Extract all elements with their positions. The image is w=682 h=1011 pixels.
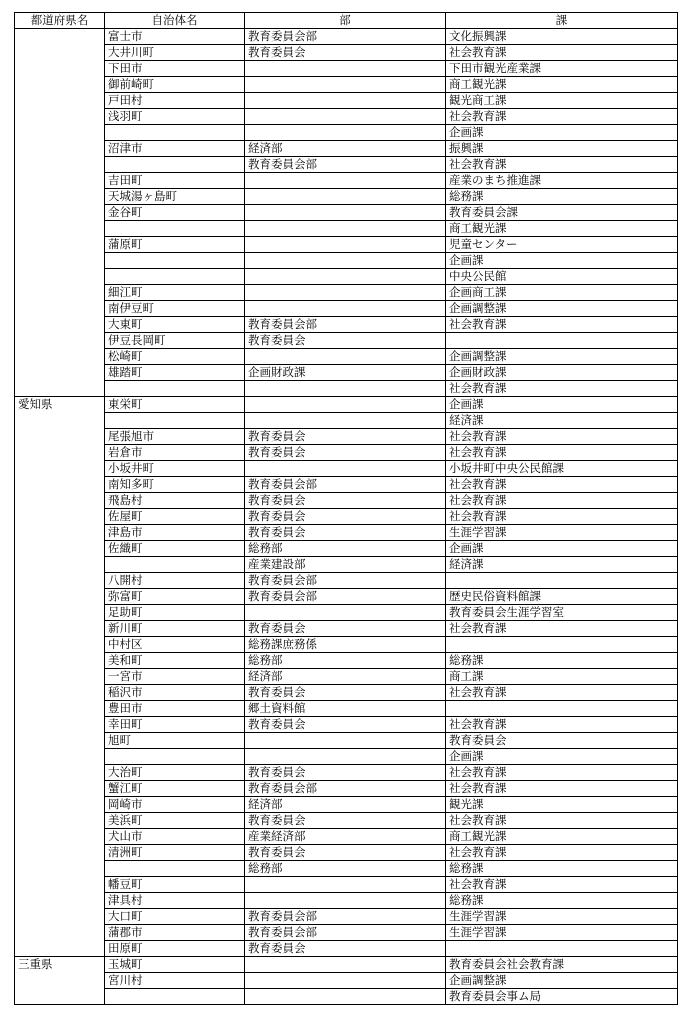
- section-cell: 社会教育課: [446, 781, 678, 797]
- section-cell: 総務課: [446, 893, 678, 909]
- section-cell: 中央公民館: [446, 269, 678, 285]
- department-cell: [245, 461, 446, 477]
- table-row: [15, 429, 678, 445]
- municipality-cell: 金谷町: [105, 205, 245, 221]
- table-row: [15, 237, 678, 253]
- municipality-cell: 伊豆長岡町: [105, 333, 245, 349]
- municipality-cell: 飛島村: [105, 493, 245, 509]
- table-row: [15, 829, 678, 845]
- table-row: [15, 605, 678, 621]
- department-cell: 教育委員会: [245, 45, 446, 61]
- section-cell: 総務課: [446, 861, 678, 877]
- municipality-cell: 玉城町: [105, 957, 245, 973]
- section-cell: 企画課: [446, 125, 678, 141]
- table-row: [15, 765, 678, 781]
- department-cell: [245, 877, 446, 893]
- section-cell: 企画課: [446, 749, 678, 765]
- table-row: [15, 861, 678, 877]
- section-cell: 教育委員会事ム局: [446, 989, 678, 1005]
- header-section: 課: [446, 13, 678, 29]
- section-cell: 教育委員会: [446, 733, 678, 749]
- department-cell: [245, 173, 446, 189]
- municipality-cell: [105, 749, 245, 765]
- table-row: [15, 461, 678, 477]
- department-cell: 企画財政課: [245, 365, 446, 381]
- department-cell: [245, 413, 446, 429]
- section-cell: 社会教育課: [446, 509, 678, 525]
- table-row: [15, 797, 678, 813]
- section-cell: 企画調整課: [446, 973, 678, 989]
- section-cell: 生涯学習課: [446, 925, 678, 941]
- section-cell: 経済課: [446, 413, 678, 429]
- section-cell: 企画課: [446, 253, 678, 269]
- header-prefecture: 都道府県名: [15, 13, 105, 29]
- table-row: [15, 189, 678, 205]
- table-row: [15, 125, 678, 141]
- municipality-cell: 尾張旭市: [105, 429, 245, 445]
- department-cell: [245, 125, 446, 141]
- table-row: [15, 589, 678, 605]
- municipality-cell: [105, 557, 245, 573]
- table-row: [15, 573, 678, 589]
- department-cell: [245, 301, 446, 317]
- department-cell: 教育委員会: [245, 845, 446, 861]
- department-cell: [245, 205, 446, 221]
- table-row: [15, 317, 678, 333]
- section-cell: 社会教育課: [446, 109, 678, 125]
- header-municipality: 自治体名: [105, 13, 245, 29]
- municipality-cell: [105, 221, 245, 237]
- section-cell: 社会教育課: [446, 381, 678, 397]
- table-row: [15, 653, 678, 669]
- section-cell: 経済課: [446, 557, 678, 573]
- municipality-cell: 旭町: [105, 733, 245, 749]
- section-cell: 企画財政課: [446, 365, 678, 381]
- department-cell: [245, 77, 446, 93]
- department-cell: 教育委員会部: [245, 317, 446, 333]
- section-cell: 社会教育課: [446, 157, 678, 173]
- municipality-cell: 岡崎市: [105, 797, 245, 813]
- department-cell: [245, 381, 446, 397]
- department-cell: [245, 989, 446, 1005]
- section-cell: [446, 941, 678, 957]
- section-cell: 産業のまち推進課: [446, 173, 678, 189]
- section-cell: 観光商工課: [446, 93, 678, 109]
- municipality-cell: 雄踏町: [105, 365, 245, 381]
- municipality-cell: 佐織町: [105, 541, 245, 557]
- municipality-cell: 新川町: [105, 621, 245, 637]
- municipality-cell: 大東町: [105, 317, 245, 333]
- department-cell: [245, 893, 446, 909]
- table-row: [15, 701, 678, 717]
- department-cell: [245, 605, 446, 621]
- municipality-cell: [105, 269, 245, 285]
- table-row: [15, 557, 678, 573]
- table-row: [15, 957, 678, 973]
- section-cell: 社会教育課: [446, 877, 678, 893]
- section-cell: 社会教育課: [446, 45, 678, 61]
- department-cell: [245, 957, 446, 973]
- table-row: [15, 61, 678, 77]
- municipality-cell: [105, 157, 245, 173]
- department-cell: 経済部: [245, 669, 446, 685]
- table-row: [15, 509, 678, 525]
- department-cell: 教育委員会部: [245, 573, 446, 589]
- municipality-cell: 豊田市: [105, 701, 245, 717]
- table-row: [15, 781, 678, 797]
- section-cell: 児童センター: [446, 237, 678, 253]
- department-cell: 教育委員会: [245, 717, 446, 733]
- municipality-department-table: [14, 12, 678, 1005]
- department-cell: 教育委員会部: [245, 477, 446, 493]
- municipality-cell: 大井川町: [105, 45, 245, 61]
- municipality-cell: 蒲原町: [105, 237, 245, 253]
- table-row: [15, 973, 678, 989]
- section-cell: 歴史民俗資料館課: [446, 589, 678, 605]
- prefecture-cell: [15, 29, 105, 397]
- section-cell: 観光課: [446, 797, 678, 813]
- section-cell: 社会教育課: [446, 621, 678, 637]
- section-cell: 教育委員会課: [446, 205, 678, 221]
- table-row: [15, 877, 678, 893]
- municipality-cell: 吉田町: [105, 173, 245, 189]
- table-row: [15, 157, 678, 173]
- table-row: [15, 77, 678, 93]
- department-cell: 産業建設部: [245, 557, 446, 573]
- municipality-cell: 一宮市: [105, 669, 245, 685]
- department-cell: [245, 237, 446, 253]
- table-row: [15, 173, 678, 189]
- section-cell: 社会教育課: [446, 493, 678, 509]
- table-row: [15, 445, 678, 461]
- department-cell: [245, 61, 446, 77]
- section-cell: 総務課: [446, 189, 678, 205]
- department-cell: [245, 109, 446, 125]
- department-cell: 経済部: [245, 141, 446, 157]
- table-row: [15, 845, 678, 861]
- section-cell: 商工観光課: [446, 77, 678, 93]
- municipality-cell: [105, 861, 245, 877]
- section-cell: 商工観光課: [446, 829, 678, 845]
- municipality-cell: [105, 253, 245, 269]
- department-cell: [245, 349, 446, 365]
- table-row: [15, 109, 678, 125]
- table-row: [15, 413, 678, 429]
- section-cell: 社会教育課: [446, 765, 678, 781]
- department-cell: 総務部: [245, 861, 446, 877]
- municipality-cell: 御前崎町: [105, 77, 245, 93]
- municipality-cell: 美和町: [105, 653, 245, 669]
- table-row: [15, 333, 678, 349]
- table-row: [15, 269, 678, 285]
- prefecture-cell: 愛知県: [15, 397, 105, 957]
- table-row: [15, 381, 678, 397]
- department-cell: [245, 253, 446, 269]
- department-cell: 教育委員会: [245, 941, 446, 957]
- municipality-cell: 沼津市: [105, 141, 245, 157]
- municipality-cell: [105, 125, 245, 141]
- department-cell: 教育委員会部: [245, 781, 446, 797]
- municipality-cell: 蒲郡市: [105, 925, 245, 941]
- section-cell: 社会教育課: [446, 317, 678, 333]
- section-cell: [446, 637, 678, 653]
- department-cell: 教育委員会: [245, 685, 446, 701]
- section-cell: 教育委員会社会教育課: [446, 957, 678, 973]
- section-cell: 社会教育課: [446, 477, 678, 493]
- municipality-cell: 幡豆町: [105, 877, 245, 893]
- header-department: 部: [245, 13, 446, 29]
- table-row: [15, 749, 678, 765]
- department-cell: [245, 749, 446, 765]
- municipality-cell: 田原町: [105, 941, 245, 957]
- municipality-cell: 東栄町: [105, 397, 245, 413]
- department-cell: 教育委員会: [245, 493, 446, 509]
- municipality-cell: [105, 989, 245, 1005]
- section-cell: 生涯学習課: [446, 525, 678, 541]
- table-row: [15, 93, 678, 109]
- table-row: [15, 909, 678, 925]
- table-row: [15, 733, 678, 749]
- table-row: [15, 541, 678, 557]
- table-row: [15, 365, 678, 381]
- table-row: [15, 301, 678, 317]
- table-row: [15, 221, 678, 237]
- prefecture-cell: 三重県: [15, 957, 105, 1005]
- municipality-cell: 細江町: [105, 285, 245, 301]
- section-cell: 商工観光課: [446, 221, 678, 237]
- section-cell: 企画商工課: [446, 285, 678, 301]
- table-row: [15, 637, 678, 653]
- table-row: [15, 141, 678, 157]
- table-row: [15, 253, 678, 269]
- department-cell: [245, 733, 446, 749]
- section-cell: 企画調整課: [446, 301, 678, 317]
- municipality-cell: 富士市: [105, 29, 245, 45]
- municipality-cell: 犬山市: [105, 829, 245, 845]
- department-cell: 経済部: [245, 797, 446, 813]
- municipality-cell: 足助町: [105, 605, 245, 621]
- department-cell: [245, 269, 446, 285]
- department-cell: 教育委員会部: [245, 157, 446, 173]
- department-cell: 教育委員会: [245, 445, 446, 461]
- section-cell: [446, 701, 678, 717]
- municipality-cell: [105, 413, 245, 429]
- department-cell: 教育委員会: [245, 429, 446, 445]
- table-row: [15, 717, 678, 733]
- municipality-cell: 津島市: [105, 525, 245, 541]
- table-row: [15, 205, 678, 221]
- section-cell: 企画課: [446, 541, 678, 557]
- municipality-cell: 小坂井町: [105, 461, 245, 477]
- department-cell: 教育委員会: [245, 621, 446, 637]
- department-cell: 教育委員会部: [245, 29, 446, 45]
- section-cell: [446, 573, 678, 589]
- department-cell: 教育委員会: [245, 765, 446, 781]
- municipality-cell: 南知多町: [105, 477, 245, 493]
- department-cell: [245, 189, 446, 205]
- section-cell: 企画調整課: [446, 349, 678, 365]
- section-cell: 文化振興課: [446, 29, 678, 45]
- department-cell: 総務課庶務係: [245, 637, 446, 653]
- municipality-cell: 岩倉市: [105, 445, 245, 461]
- department-cell: 産業経済部: [245, 829, 446, 845]
- section-cell: 社会教育課: [446, 429, 678, 445]
- municipality-cell: 美浜町: [105, 813, 245, 829]
- department-cell: 総務部: [245, 653, 446, 669]
- section-cell: 教育委員会生涯学習室: [446, 605, 678, 621]
- section-cell: 商工課: [446, 669, 678, 685]
- table-row: [15, 477, 678, 493]
- municipality-cell: 佐屋町: [105, 509, 245, 525]
- municipality-cell: [105, 381, 245, 397]
- municipality-cell: 蟹江町: [105, 781, 245, 797]
- municipality-cell: 稲沢市: [105, 685, 245, 701]
- section-cell: 振興課: [446, 141, 678, 157]
- municipality-cell: 中村区: [105, 637, 245, 653]
- table-row: [15, 685, 678, 701]
- table-row: [15, 813, 678, 829]
- municipality-cell: 弥富町: [105, 589, 245, 605]
- municipality-cell: 八開村: [105, 573, 245, 589]
- department-cell: 教育委員会: [245, 509, 446, 525]
- department-cell: [245, 973, 446, 989]
- table-row: [15, 493, 678, 509]
- header-row: [15, 13, 678, 29]
- municipality-cell: 松崎町: [105, 349, 245, 365]
- section-cell: 社会教育課: [446, 685, 678, 701]
- table-row: [15, 621, 678, 637]
- section-cell: 小坂井町中央公民館課: [446, 461, 678, 477]
- table-body: [15, 29, 678, 1005]
- municipality-cell: 大口町: [105, 909, 245, 925]
- table-row: [15, 669, 678, 685]
- department-cell: [245, 285, 446, 301]
- municipality-cell: 清洲町: [105, 845, 245, 861]
- department-cell: [245, 93, 446, 109]
- municipality-cell: 南伊豆町: [105, 301, 245, 317]
- table-row: [15, 989, 678, 1005]
- section-cell: 下田市観光産業課: [446, 61, 678, 77]
- municipality-cell: 天城湯ヶ島町: [105, 189, 245, 205]
- table-row: [15, 525, 678, 541]
- section-cell: 社会教育課: [446, 445, 678, 461]
- department-cell: 教育委員会部: [245, 925, 446, 941]
- municipality-cell: 津具村: [105, 893, 245, 909]
- section-cell: [446, 333, 678, 349]
- section-cell: 生涯学習課: [446, 909, 678, 925]
- table-row: [15, 29, 678, 45]
- table-row: [15, 893, 678, 909]
- department-cell: 総務部: [245, 541, 446, 557]
- table-row: [15, 285, 678, 301]
- municipality-cell: 宮川村: [105, 973, 245, 989]
- department-cell: [245, 397, 446, 413]
- municipality-cell: 幸田町: [105, 717, 245, 733]
- municipality-cell: 大治町: [105, 765, 245, 781]
- section-cell: 総務課: [446, 653, 678, 669]
- department-cell: [245, 221, 446, 237]
- department-cell: 教育委員会: [245, 525, 446, 541]
- section-cell: 社会教育課: [446, 813, 678, 829]
- department-cell: 教育委員会部: [245, 589, 446, 605]
- table-row: [15, 349, 678, 365]
- municipality-cell: 浅羽町: [105, 109, 245, 125]
- table-row: [15, 397, 678, 413]
- department-cell: 教育委員会: [245, 813, 446, 829]
- department-cell: 教育委員会部: [245, 909, 446, 925]
- department-cell: 教育委員会: [245, 333, 446, 349]
- municipality-cell: 下田市: [105, 61, 245, 77]
- section-cell: 社会教育課: [446, 845, 678, 861]
- section-cell: 社会教育課: [446, 717, 678, 733]
- table-row: [15, 941, 678, 957]
- municipality-cell: 戸田村: [105, 93, 245, 109]
- table-row: [15, 925, 678, 941]
- department-cell: 郷土資料館: [245, 701, 446, 717]
- table-row: [15, 45, 678, 61]
- section-cell: 企画課: [446, 397, 678, 413]
